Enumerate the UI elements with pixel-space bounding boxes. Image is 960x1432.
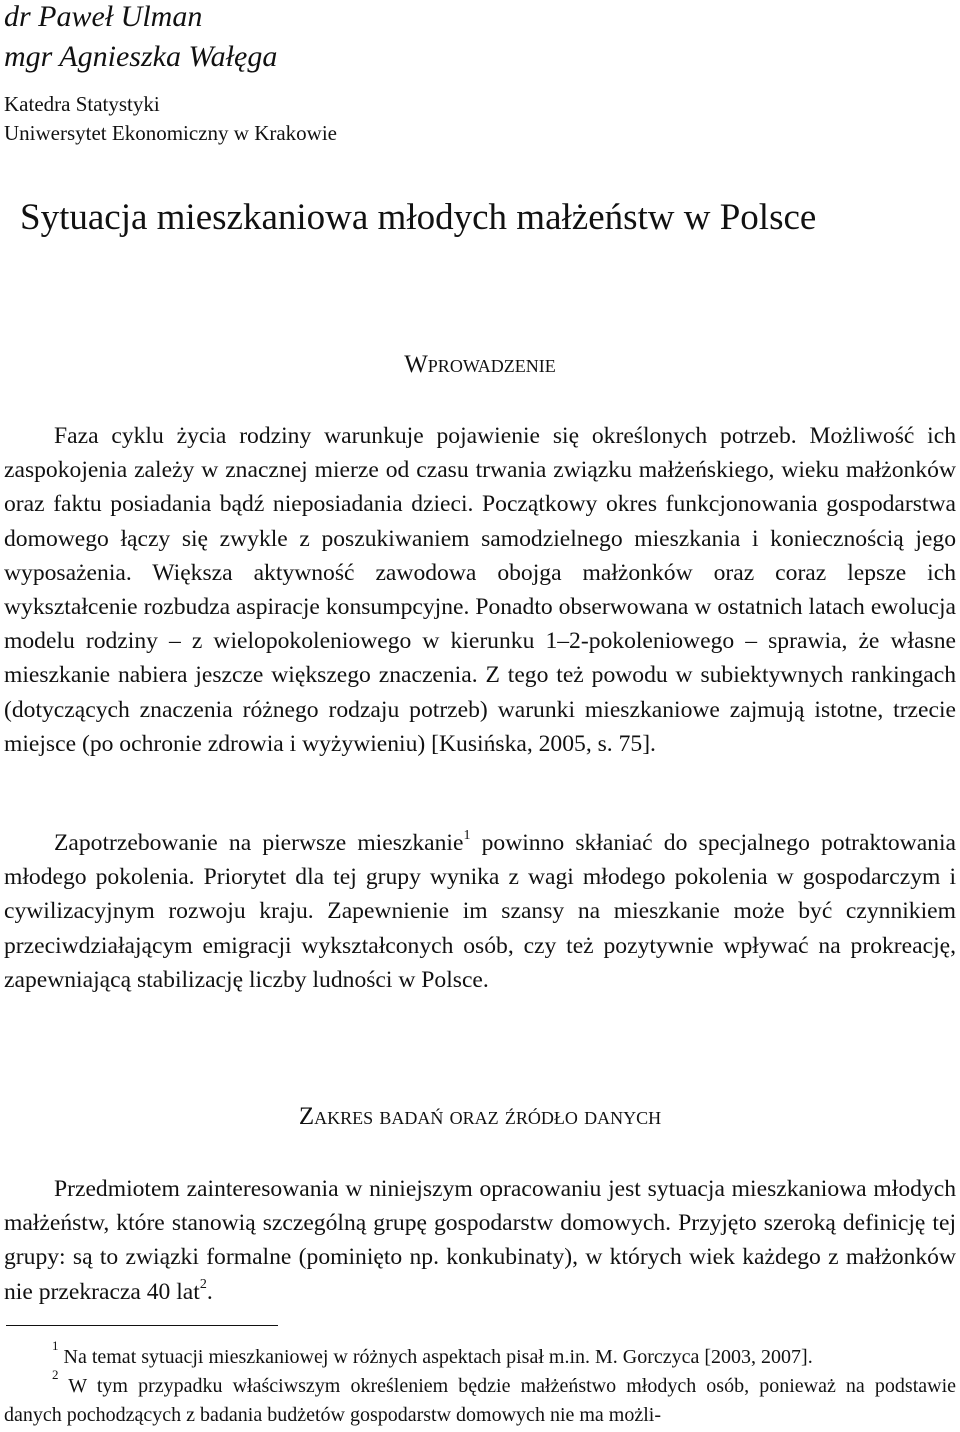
footnote-text: Na temat sytuacji mieszkaniowej w różnych aspektach pisał m.in. M. Gorczyca [2003, 2007].: [63, 1346, 813, 1368]
footnote-mark: 2: [52, 1367, 59, 1383]
author-name: mgr Agnieszka Wałęga: [4, 40, 278, 73]
paper-title: Sytuacja mieszkaniowa młodych małżeństw w Polsce: [20, 197, 817, 238]
footnote-mark: 1: [52, 1338, 59, 1354]
affiliation-university: Uniwersytet Ekonomiczny w Krakowie: [4, 121, 337, 145]
paragraph-text: powinno skłaniać do specjalnego potraktowania młodego pokolenia. Priorytet dla tej grupy wynika z wagi młodego pokolenia w gospodarczym i cywilizacyjnym rozwoju kraju. Zapewnienie im szansy na mieszkanie może być czynnikiem przeciwdziałającym emigracji wykształconych osób, czy też pozytywnie wpływać na prokreację, zapewniającą stabilizację liczby ludności w Polsce.: [4, 830, 956, 993]
footnote-text: W tym przypadku właściwszym określeniem będzie małżeństwo młodych osób, ponieważ na podstawie danych pochodzących z badania budżetów gospodarstw domowych nie ma możli-: [4, 1375, 956, 1426]
footnote-ref: 1: [463, 828, 471, 844]
affiliation-department: Katedra Statystyki: [4, 92, 160, 116]
body-paragraph: [4, 1172, 956, 1309]
body-paragraph: Faza cyklu życia rodziny warunkuje pojawienie się określonych potrzeb. Możliwość ich zaspokojenia zależy w znacznej mierze od czasu trwania związku małżeńskiego, wieku małżonków oraz faktu posiadania bądź nieposiadania dzieci. Początkowy okres funkcjonowania gospodarstwa domowego łączy się zwykle z poszukiwaniem samodzielnego mieszkania i koniecznością jego wyposażenia. Większa aktywność zawodowa obojga małżonków oraz coraz lepsze ich wykształcenie rozbudza aspiracje konsumpcyjne. Ponadto obserwowana w ostatnich latach ewolucja modelu rodziny – z wielopokoleniowego w kierunku 1–2-pokoleniowego – sprawia, że własne mieszkanie nabiera jeszcze większego znaczenia. Z tego też powodu w subiektywnych rankingach (dotyczących znaczenia różnego rodzaju potrzeb) warunki mieszkaniowe zajmują istotne, trzecie miejsce (po ochronie zdrowia i wyżywieniu) [Kusińska, 2005, s. 75].: [4, 423, 956, 757]
paragraph-text: .: [206, 1278, 213, 1305]
body-paragraph: [4, 826, 956, 997]
paragraph-text: Przedmiotem zainteresowania w niniejszym opracowaniu jest sytuacja mieszkaniowa młodych małżeństw, które stanowią szczególną grupę gospodarstw domowych. Przyjęto szeroką definicję tej grupy: są to związki formalne (pominięto np. konkubinaty), w których wiek każdego z małżonków nie przekracza 40 lat: [4, 1176, 956, 1305]
section-heading: Zakres badań oraz źródło danych: [298, 1103, 662, 1130]
footnote-ref: 2: [199, 1276, 207, 1292]
author-name: dr Paweł Ulman: [4, 0, 203, 33]
section-heading: Wprowadzenie: [404, 351, 556, 378]
footnote-separator: [6, 1325, 278, 1326]
paragraph-text: Zapotrzebowanie na pierwsze mieszkanie: [54, 830, 464, 856]
footnote: [4, 1367, 956, 1430]
footnote: [4, 1338, 956, 1372]
